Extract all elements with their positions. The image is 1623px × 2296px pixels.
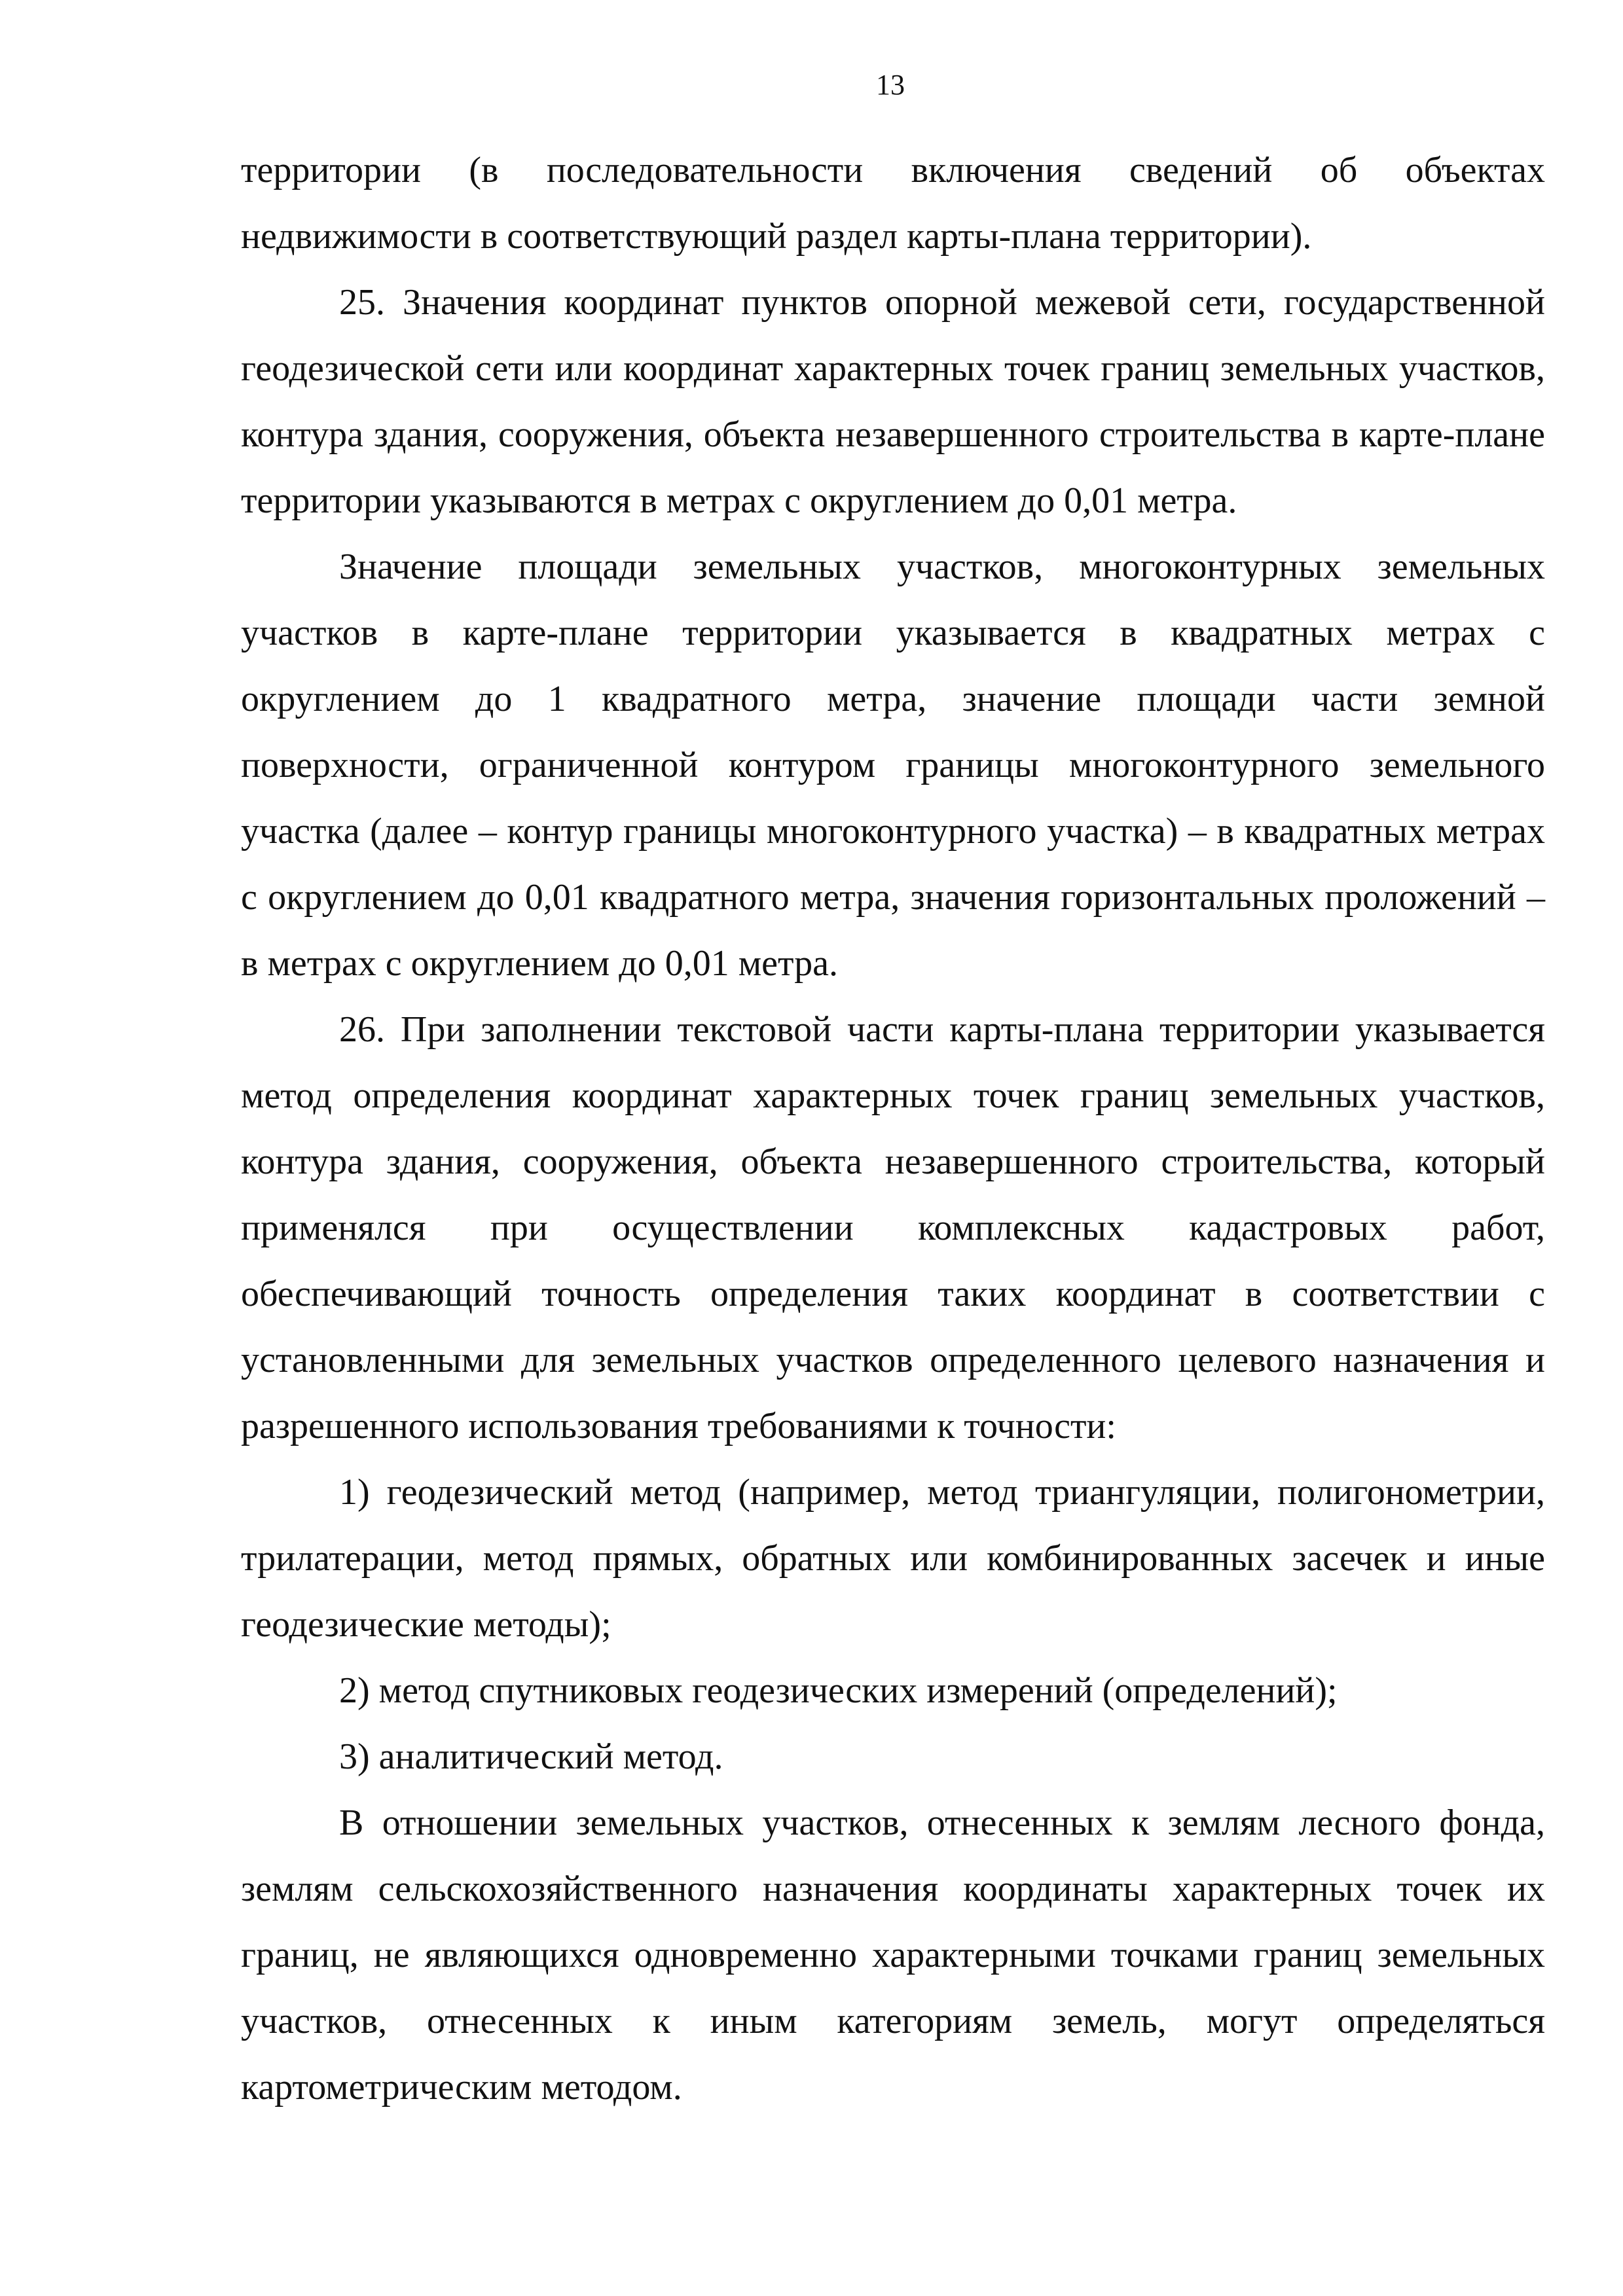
paragraph-area-values: Значение площади земельных участков, многоконтурных земельных участков в карте-плане территории указывается в квадратных метрах с округлением до 1 квадратного метра, значение площади части земной поверхности, ограниченной контуром границы многоконтурного земельного участка (далее – контур границы многоконтурного участка) – в квадратных метрах с округлением до 0,01 квадратного метра, значения горизонтальных проложений – в метрах с округлением до 0,01 метра. (241, 547, 1545, 984)
paragraph-item-26: 26. При заполнении текстовой части карты-плана территории указывается метод определения координат характерных точек границ земельных участков, контура здания, сооружения, объекта незавершенного строительства, который применялся при осуществлении комплексных кадастровых работ, обеспечивающий точность определения таких координат в соответствии с установленными для земельных участков определенного целевого назначения и разрешенного использования требованиями к точности: (241, 1009, 1545, 1446)
paragraph-item-25: 25. Значения координат пунктов опорной межевой сети, государственной геодезической сети или координат характерных точек границ земельных участков, контура здания, сооружения, объекта незавершенного строительства в карте-плане территории указываются в метрах с округлением до 0,01 метра. (241, 282, 1545, 521)
paragraph-continuation: территории (в последовательности включения сведений об объектах недвижимости в соответствующий раздел карты-плана территории). (241, 150, 1545, 257)
document-body (241, 137, 1545, 2121)
paragraph-cartometric-method: В отношении земельных участков, отнесенных к землям лесного фонда, землям сельскохозяйственного назначения координаты характерных точек их границ, не являющихся одновременно характерными точками границ земельных участков, отнесенных к иным категориям земель, могут определяться картометрическим методом. (241, 1803, 1545, 2108)
list-item-geodetic-method: 1) геодезический метод (например, метод триангуляции, полигонометрии, трилатерации, метод прямых, обратных или комбинированных засечек и иные геодезические методы); (241, 1472, 1545, 1645)
list-item-satellite-method: 2) метод спутниковых геодезических измерений (определений); (339, 1670, 1338, 1711)
list-item-analytic-method: 3) аналитический метод. (339, 1736, 723, 1777)
page-number: 13 (876, 69, 905, 101)
